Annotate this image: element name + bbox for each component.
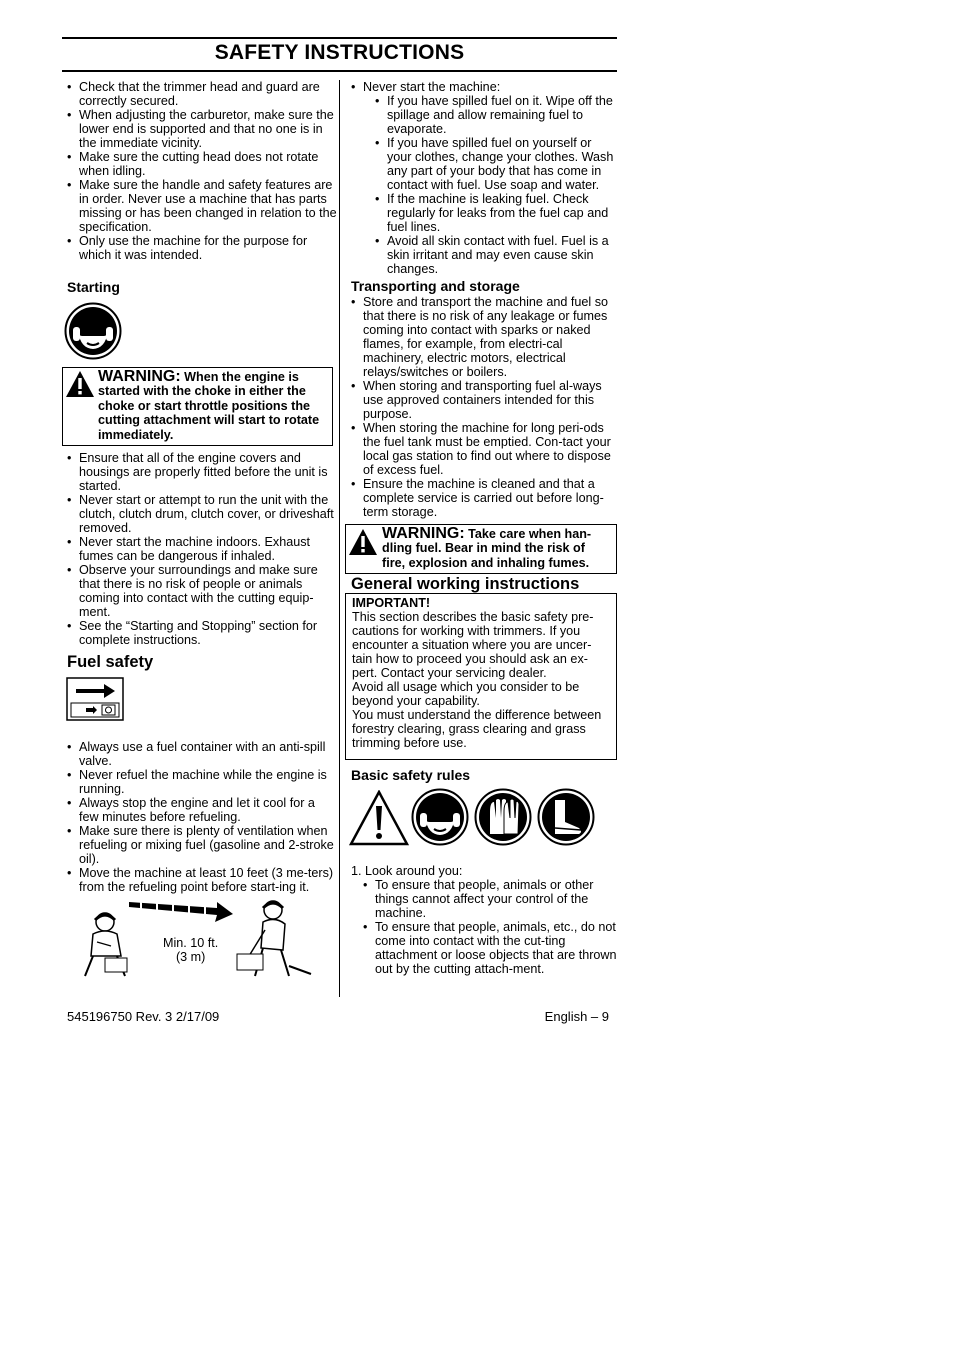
list-item: • Never refuel the machine while the engine is running. xyxy=(67,768,337,796)
starting-heading: Starting xyxy=(67,279,120,295)
important-label: IMPORTANT! xyxy=(352,596,431,610)
ear-eye-protection-icon xyxy=(411,788,469,846)
list-item: • See the “Starting and Stopping” section for complete instructions. xyxy=(67,619,337,647)
never-start-intro: Never start the machine: xyxy=(363,80,501,94)
list-item: • Check that the trimmer head and guard are correctly secured. xyxy=(67,80,337,108)
right-column xyxy=(351,80,619,976)
list-item: • Never start the machine indoors. Exhaust fumes can be dangerous if inhaled. xyxy=(67,535,337,563)
warning-triangle-large-icon xyxy=(349,790,409,846)
person-starting-machine-icon xyxy=(233,896,313,981)
never-start-sublist xyxy=(375,94,619,276)
list-item: • Always stop the engine and let it cool for a few minutes before refueling. xyxy=(67,796,337,824)
column-divider xyxy=(339,80,340,997)
warning-triangle-icon xyxy=(348,528,378,556)
list-item: • To ensure that people, animals or other things cannot affect your control of the machine. xyxy=(363,878,619,920)
transport-heading: Transporting and storage xyxy=(351,278,520,294)
title-top-rule xyxy=(62,37,617,39)
distance-label xyxy=(163,936,218,964)
list-item: • Never start or attempt to run the unit with the clutch, clutch drum, clutch cover, or driveshaft removed. xyxy=(67,493,337,535)
list-item xyxy=(351,80,619,276)
gloves-icon xyxy=(474,788,532,846)
fuel-safety-symbol-icon xyxy=(66,677,337,724)
refuel-distance-illustration xyxy=(67,896,317,981)
intro-list xyxy=(67,80,337,262)
list-item: • When adjusting the carburetor, make sure the lower end is supported and that no one is in the immediate vicinity. xyxy=(67,108,337,150)
boots-icon xyxy=(537,788,595,846)
list-item: • When storing the machine for long peri-ods the fuel tank must be emptied. Con-tact your local gas station to find out where to dispose of excess fuel. xyxy=(351,421,619,477)
safety-icons-row xyxy=(349,788,619,848)
important-paragraph: This section describes the basic safety pre-cautions for working with trimmers. If you encounter a situation where you are uncer-tain how to proceed you should ask an ex-pert. Contact your servicing dealer. xyxy=(352,610,594,680)
list-item: • If you have spilled fuel on yourself or your clothes, change your clothes. Wash any part of your body that has come in contact with fuel. Use soap and water. xyxy=(375,136,619,192)
list-item: • Move the machine at least 10 feet (3 me-ters) from the refueling point before start-ing it. xyxy=(67,866,337,894)
never-start-list xyxy=(351,80,619,276)
distance-arrow-icon xyxy=(127,896,237,924)
list-item: • Always use a fuel container with an anti-spill valve. xyxy=(67,740,337,768)
general-instructions-heading: General working instructions xyxy=(351,575,580,593)
list-item: • Make sure there is plenty of ventilation when refueling or mixing fuel (gasoline and 2-stroke oil). xyxy=(67,824,337,866)
list-item: • If the machine is leaking fuel. Check regularly for leaks from the fuel cap and fuel lines. xyxy=(375,192,619,234)
distance-label-m: (3 m) xyxy=(175,950,206,964)
left-column xyxy=(67,80,337,981)
important-box xyxy=(345,593,617,760)
list-item: • When storing and transporting fuel al-ways use approved containers intended for this purpose. xyxy=(351,379,619,421)
warning-word: WARNING: xyxy=(382,525,465,542)
ear-eye-protection-icon xyxy=(64,302,337,363)
distance-label-ft: Min. 10 ft. xyxy=(163,936,219,950)
list-item: • Make sure the handle and safety features are in order. Never use a machine that has parts missing or has been changed in relation to the specification. xyxy=(67,178,337,234)
warning-text xyxy=(382,527,610,570)
important-paragraph: You must understand the difference between forestry clearing, grass clearing and grass trimming before use. xyxy=(352,708,602,750)
list-item: • Store and transport the machine and fuel so that there is no risk of any leakage or fumes coming into contact with sparks or naked flames, for example, from electri-cal machinery, electric motors, electrical relays/switches or boilers. xyxy=(351,295,619,379)
page-title: SAFETY INSTRUCTIONS xyxy=(214,41,465,64)
list-item: • Make sure the cutting head does not rotate when idling. xyxy=(67,150,337,178)
transport-list xyxy=(351,295,619,519)
look-around-intro: 1. Look around you: xyxy=(351,864,463,878)
starting-list xyxy=(67,451,337,647)
list-item: • If you have spilled fuel on it. Wipe off the spillage and allow remaining fuel to evaporate. xyxy=(375,94,619,136)
warning-message: Take care when han-dling fuel. Bear in mind the risk of fire, explosion and inhaling fumes. xyxy=(382,527,592,570)
list-item: • Avoid all skin contact with fuel. Fuel is a skin irritant and may even cause skin changes. xyxy=(375,234,619,276)
warning-word: WARNING: xyxy=(98,368,181,385)
warning-triangle-icon xyxy=(65,370,95,398)
list-item: • To ensure that people, animals, etc., do not come into contact with the cut-ting attachment or loose objects that are thrown out by the cutting attach-ment. xyxy=(363,920,619,976)
fuel-safety-heading: Fuel safety xyxy=(67,653,154,671)
list-item: • Observe your surroundings and make sure that there is no risk of people or animals coming into contact with the cutting equip-ment. xyxy=(67,563,337,619)
warning-message: When the engine is started with the choke in either the choke or start throttle positions the cutting attachment will start to rotate immediately. xyxy=(98,370,320,442)
warning-box-fuel xyxy=(345,524,617,574)
warning-box-choke xyxy=(62,367,333,446)
look-around-list xyxy=(363,878,619,976)
warning-text xyxy=(98,370,326,442)
footer-page-number: English – 9 xyxy=(544,1009,609,1024)
fuel-list xyxy=(67,740,337,894)
list-item: • Ensure the machine is cleaned and that a complete service is carried out before long-term storage. xyxy=(351,477,619,519)
list-item: • Ensure that all of the engine covers and housings are properly fitted before the unit is started. xyxy=(67,451,337,493)
basic-safety-heading: Basic safety rules xyxy=(351,767,471,783)
footer-doc-info: 545196750 Rev. 3 2/17/09 xyxy=(67,1009,220,1024)
important-paragraph: Avoid all usage which you consider to be beyond your capability. xyxy=(352,680,580,708)
title-bottom-rule xyxy=(62,70,617,72)
list-item: • Only use the machine for the purpose for which it was intended. xyxy=(67,234,337,262)
